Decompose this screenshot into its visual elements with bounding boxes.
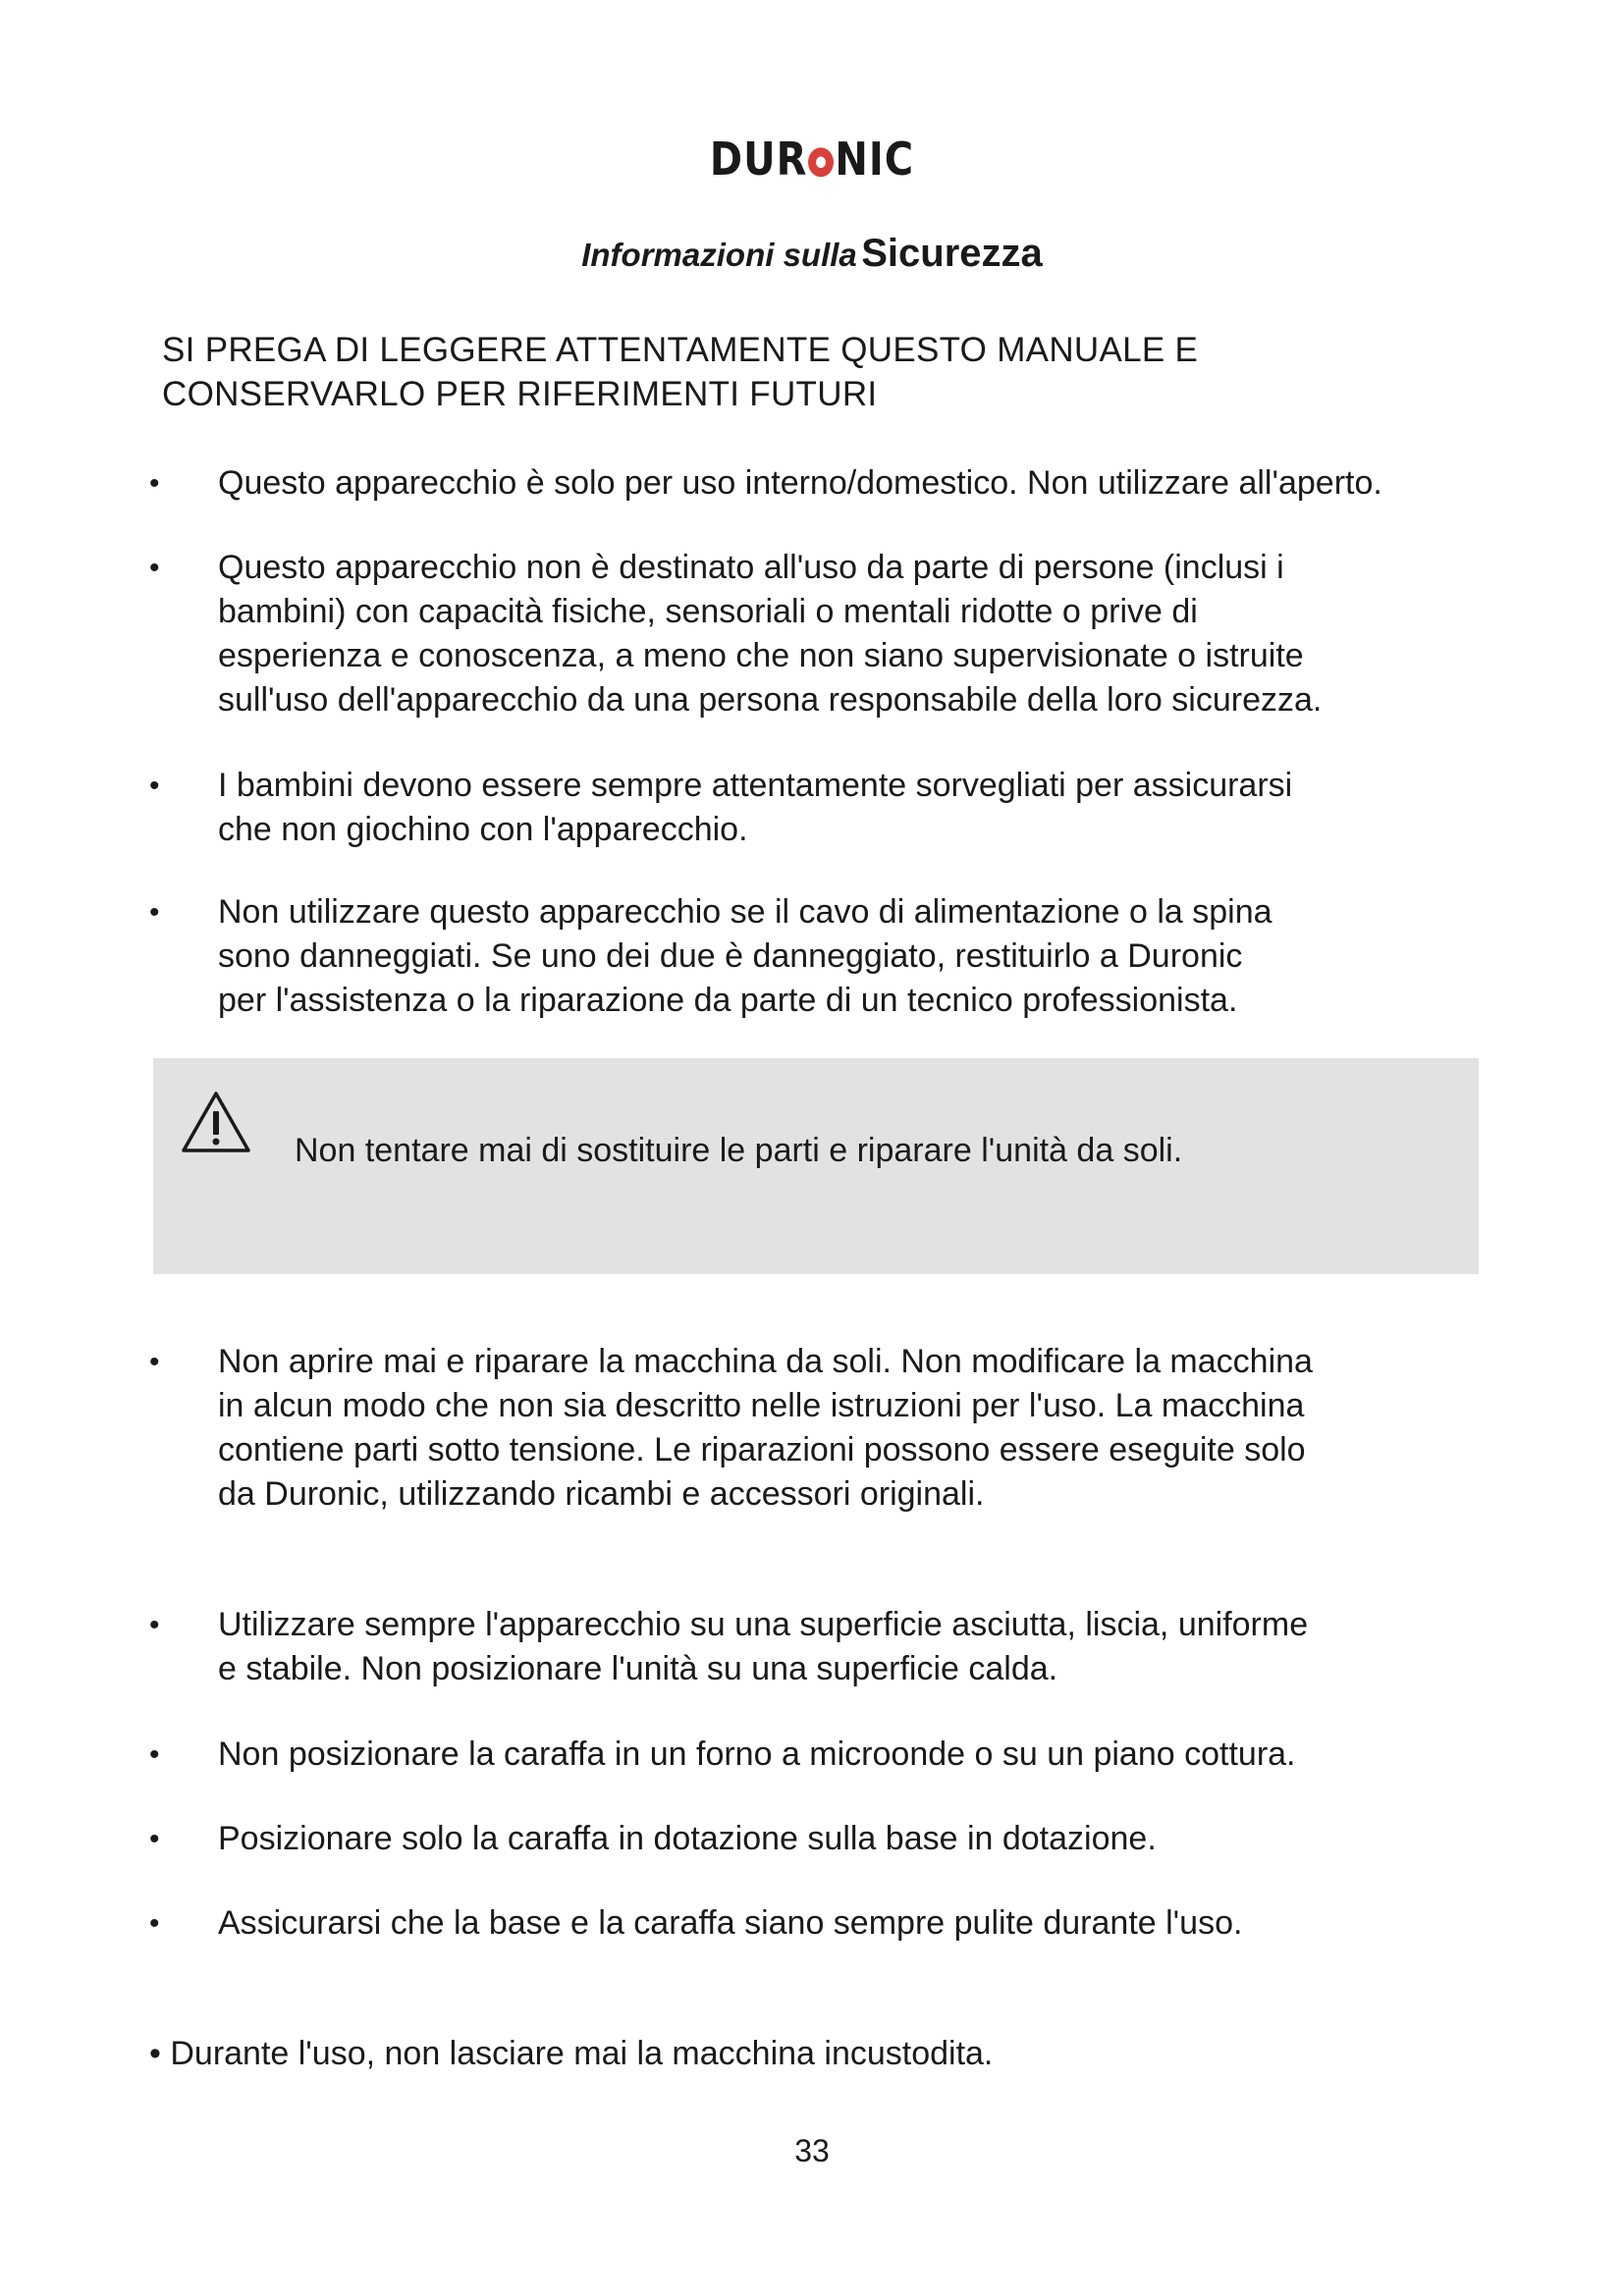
bullet: • xyxy=(149,552,160,584)
logo-text-start: DUR xyxy=(709,133,808,187)
bullet: • xyxy=(149,467,160,500)
item-line: bambini) con capacità fisiche, sensoriali o mentali ridotte o prive di xyxy=(218,593,1198,630)
safety-item-unattended: • Durante l'uso, non lasciare mai la macchina incustodita. xyxy=(149,2035,994,2072)
page-title xyxy=(0,232,1624,276)
warning-box xyxy=(153,1058,1479,1274)
page-title-italic: Informazioni sulla xyxy=(581,237,857,273)
item-line: da Duronic, utilizzando ricambi e accessori originali. xyxy=(218,1475,985,1513)
page-title-bold: Sicurezza xyxy=(861,232,1043,275)
item-line: Assicurarsi che la base e la caraffa siano sempre pulite durante l'uso. xyxy=(218,1904,1243,1942)
item-line: Non utilizzare questo apparecchio se il cavo di alimentazione o la spina xyxy=(218,893,1272,931)
warning-triangle-icon xyxy=(181,1090,251,1154)
item-line: sono danneggiati. Se uno dei due è danneggiato, restituirlo a Duronic xyxy=(218,937,1243,975)
item-line: contiene parti sotto tensione. Le riparazioni possono essere eseguite solo xyxy=(218,1431,1306,1468)
read-manual-notice xyxy=(162,328,1198,416)
notice-line: SI PREGA DI LEGGERE ATTENTAMENTE QUESTO MANUALE E xyxy=(162,331,1199,369)
item-line: Questo apparecchio non è destinato all'uso da parte di persone (inclusi i xyxy=(218,549,1284,586)
item-line: I bambini devono essere sempre attentamente sorvegliati per assicurarsi xyxy=(218,767,1293,804)
bullet: • xyxy=(149,770,160,802)
item-line: sull'uso dell'apparecchio da una persona responsabile della loro sicurezza. xyxy=(218,681,1323,719)
item-line: Questo apparecchio è solo per uso interno/domestico. Non utilizzare all'aperto. xyxy=(218,464,1382,502)
warning-text: Non tentare mai di sostituire le parti e riparare l'unità da soli. xyxy=(295,1132,1183,1169)
bullet: • xyxy=(149,1609,160,1641)
item-line: per l'assistenza o la riparazione da parte di un tecnico professionista. xyxy=(218,982,1238,1019)
item-line: Non posizionare la caraffa in un forno a microonde o su un piano cottura. xyxy=(218,1735,1296,1773)
duronic-logo xyxy=(0,134,1624,187)
bullet: • xyxy=(149,1823,160,1855)
bullet: • xyxy=(149,896,160,929)
item-line: esperienza e conoscenza, a meno che non siano supervisionate o istruite xyxy=(218,637,1304,674)
logo-text-end: NIC xyxy=(835,133,915,187)
bullet: • xyxy=(149,1738,160,1771)
bullet: • xyxy=(149,1346,160,1378)
item-line: e stabile. Non posizionare l'unità su una superficie calda. xyxy=(218,1650,1058,1687)
notice-line: CONSERVARLO PER RIFERIMENTI FUTURI xyxy=(162,375,878,413)
page-number: 33 xyxy=(794,2133,830,2168)
bullet: • xyxy=(149,1907,160,1940)
item-line: che non giochino con l'apparecchio. xyxy=(218,811,748,848)
item-line: in alcun modo che non sia descritto nelle istruzioni per l'uso. La macchina xyxy=(218,1387,1305,1424)
logo-power-mark-icon xyxy=(808,147,834,177)
item-line: Utilizzare sempre l'apparecchio su una superficie asciutta, liscia, uniforme xyxy=(218,1606,1309,1643)
item-line: Posizionare solo la caraffa in dotazione sulla base in dotazione. xyxy=(218,1820,1157,1857)
item-line: Non aprire mai e riparare la macchina da soli. Non modificare la macchina xyxy=(218,1343,1313,1380)
